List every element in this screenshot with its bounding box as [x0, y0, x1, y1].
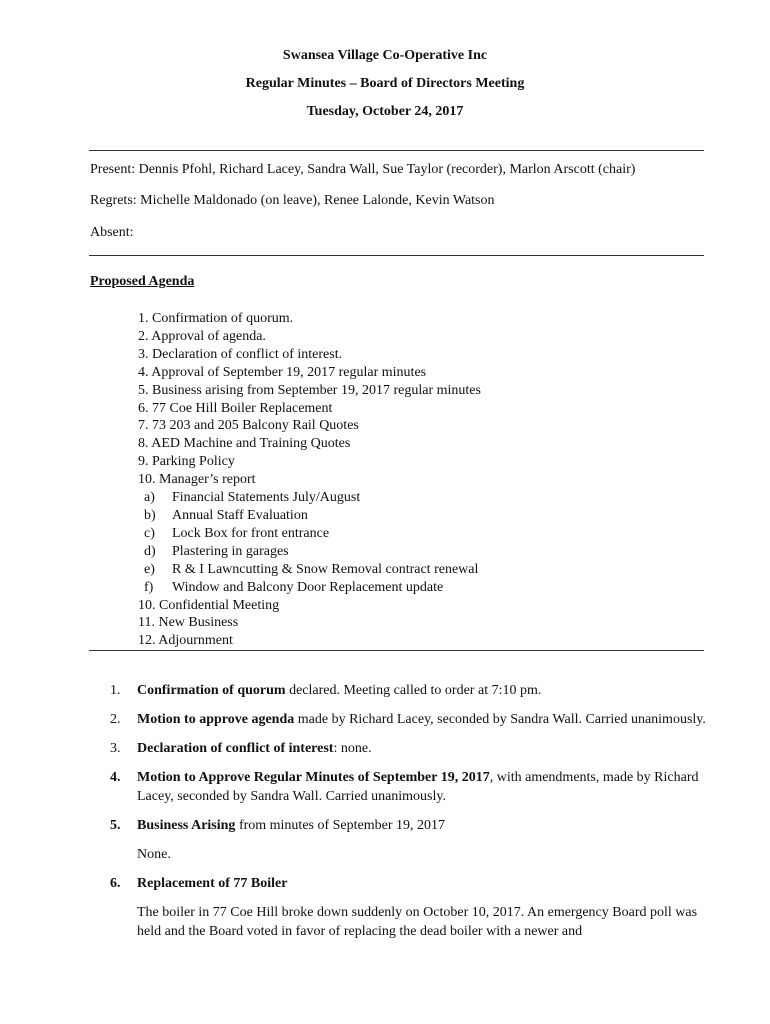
subitem-text: Plastering in garages	[172, 543, 289, 559]
minute-item	[110, 710, 710, 729]
agenda-item: 8. AED Machine and Training Quotes	[138, 436, 351, 452]
agenda-subitem	[138, 489, 481, 507]
minute-item	[110, 816, 710, 835]
agenda-item: 1. Confirmation of quorum.	[138, 311, 294, 326]
item-heading: Confirmation of quorum	[137, 683, 286, 698]
agenda-item: 10. Confidential Meeting	[138, 597, 280, 613]
meeting-date: Tuesday, October 24, 2017	[306, 104, 464, 119]
item-heading: Motion to approve agenda	[137, 712, 295, 727]
agenda-subitem	[138, 525, 481, 543]
minute-item	[110, 768, 710, 806]
divider	[89, 150, 704, 151]
agenda-list	[138, 310, 481, 650]
item-heading: Replacement of 77 Boiler	[137, 876, 288, 891]
agenda-item: 12. Adjournment	[138, 633, 233, 649]
meeting-title: Regular Minutes – Board of Directors Meeting	[245, 76, 525, 91]
agenda-item: 9. Parking Policy	[138, 454, 235, 470]
minute-item	[110, 681, 710, 700]
agenda-item: 10. Manager’s report	[138, 472, 256, 488]
item-text: made by Richard Lacey, seconded by Sandra Wall. Carried unanimously.	[294, 712, 706, 727]
subitem-text: Annual Staff Evaluation	[172, 507, 308, 523]
agenda-title: Proposed Agenda	[90, 274, 195, 289]
subitem-letter: c)	[144, 525, 155, 541]
item-number: 1.	[110, 683, 121, 698]
agenda-subitem	[138, 543, 481, 561]
agenda-item: 11. New Business	[138, 615, 239, 631]
subitem-text: R & I Lawncutting & Snow Removal contract renewal	[172, 561, 479, 577]
item-heading: Motion to Approve Regular Minutes of September 19, 2017	[137, 770, 490, 785]
item-body: None.	[137, 847, 171, 862]
agenda-item: 4. Approval of September 19, 2017 regular minutes	[138, 364, 427, 380]
org-name: Swansea Village Co-Operative Inc	[282, 48, 488, 63]
agenda-item: 7. 73 203 and 205 Balcony Rail Quotes	[138, 418, 359, 434]
agenda-subitem	[138, 579, 481, 597]
item-number: 2.	[110, 712, 121, 727]
item-body: The boiler in 77 Coe Hill broke down suddenly on October 10, 2017. An emergency Board poll was held and the Board voted in favor of replacing the dead boiler with a newer and	[137, 905, 698, 939]
item-text: , with amendments, made by Richard Lacey, seconded by Sandra Wall. Carried unanimously.	[137, 770, 699, 804]
agenda-item: 2. Approval of agenda.	[138, 328, 266, 344]
divider	[89, 255, 704, 256]
subitem-letter: e)	[144, 561, 155, 577]
minute-item	[110, 874, 710, 893]
subitem-letter: f)	[144, 579, 154, 595]
subitem-letter: b)	[144, 507, 156, 523]
minute-item	[110, 739, 710, 758]
item-number: 4.	[110, 770, 121, 785]
item-text: declared. Meeting called to order at 7:10 pm.	[285, 683, 542, 698]
item-heading: Business Arising	[137, 818, 236, 833]
agenda-item: 5. Business arising from September 19, 2017 regular minutes	[138, 382, 481, 398]
item-text: from minutes of September 19, 2017	[235, 818, 446, 833]
present-line: Present: Dennis Pfohl, Richard Lacey, Sandra Wall, Sue Taylor (recorder), Marlon Arscott (chair)	[90, 162, 636, 177]
agenda-item: 6. 77 Coe Hill Boiler Replacement	[138, 400, 333, 416]
subitem-letter: d)	[144, 543, 156, 559]
item-text: : none.	[333, 741, 372, 756]
item-number: 3.	[110, 741, 121, 756]
subitem-letter: a)	[144, 490, 155, 506]
agenda-subitem	[138, 507, 481, 525]
agenda-item: 3. Declaration of conflict of interest.	[138, 346, 343, 362]
subitem-text: Window and Balcony Door Replacement update	[172, 579, 444, 595]
subitem-text: Lock Box for front entrance	[172, 525, 330, 541]
regrets-line: Regrets: Michelle Maldonado (on leave), Renee Lalonde, Kevin Watson	[90, 193, 495, 208]
absent-line: Absent:	[90, 225, 134, 240]
item-number: 6.	[110, 876, 121, 891]
item-heading: Declaration of conflict of interest	[137, 741, 334, 756]
agenda-subitem	[138, 561, 481, 579]
minutes-list	[110, 681, 710, 951]
subitem-text: Financial Statements July/August	[172, 490, 361, 506]
item-number: 5.	[110, 818, 121, 833]
divider	[89, 650, 704, 651]
